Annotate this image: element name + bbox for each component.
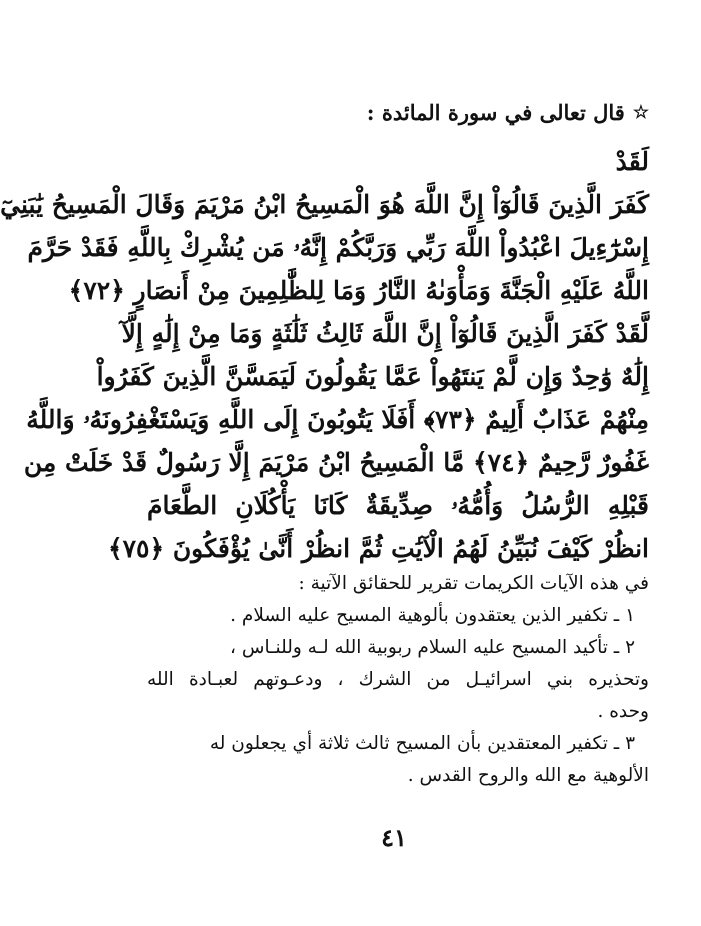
- verse-line: اللَّهُ عَلَيْهِ الْجَنَّةَ وَمَأْوَىٰهُ النَّارُ وَمَا لِلظَّٰلِمِينَ مِنْ أَنصَارٍ ﴿٧٢﴾: [68, 276, 649, 305]
- verse-line: لَّقَدْ كَفَرَ الَّذِينَ قَالُوٓاْ إِنَّ اللَّهَ ثَالِثُ ثَلَٰثَةٍ وَمَا مِنْ إِلَٰهٍ إِلَّآ: [121, 319, 649, 348]
- point-2-line-2: وتحذيره بني اسرائيـل من الشرك ، ودعـوتهم لعبـادة الله: [147, 669, 649, 690]
- point-2-line-3: وحده .: [597, 701, 649, 722]
- explanation-intro: في هذه الآيات الكريمات تقرير للحقائق الآتية :: [298, 573, 649, 594]
- quran-verses-block: [0, 140, 649, 570]
- verse-line: لَقَدْ: [615, 147, 649, 176]
- explanation-block: [147, 568, 649, 792]
- point-2-line-1: ٢ ـ تأكيد المسيح عليه السلام ربوبية الله لـه وللنـاس ،: [230, 637, 635, 658]
- verse-line: كَفَرَ الَّذِينَ قَالُوٓاْ إِنَّ اللَّهَ هُوَ الْمَسِيحُ ابْنُ مَرْيَمَ وَقَالَ الْمَسِيحُ يَٰبَنِيٓ: [0, 190, 649, 219]
- star-icon: ☆: [632, 102, 649, 123]
- verse-line: إِلَٰهٌ وَٰحِدٌ وَإِن لَّمْ يَنتَهُواْ عَمَّا يَقُولُونَ لَيَمَسَّنَّ الَّذِينَ كَفَرُواْ: [96, 362, 649, 391]
- point-1: ١ ـ تكفير الذين يعتقدون بألوهية المسيح عليه السلام .: [230, 605, 635, 626]
- verse-line: غَفُورٌ رَّحِيمٌ ﴿٧٤﴾ مَّا الْمَسِيحُ ابْنُ مَرْيَمَ إِلَّا رَسُولٌ قَدْ خَلَتْ مِن: [23, 448, 649, 477]
- heading-text: قال تعالى في سورة المائدة :: [366, 100, 625, 125]
- page-number: ٤١: [381, 823, 407, 852]
- point-3-line-1: ٣ ـ تكفير المعتقدين بأن المسيح ثالث ثلاثة أي يجعلون له: [209, 733, 635, 754]
- point-3-line-2: الألوهية مع الله والروح القدس .: [407, 765, 649, 786]
- verse-line: قَبْلِهِ الرُّسُلُ وَأُمُّهُۥ صِدِّيقَةٌ كَانَا يَأْكُلَانِ الطَّعَامَ: [147, 491, 649, 520]
- verse-line: إِسْرَٰٓءِيلَ اعْبُدُواْ اللَّهَ رَبِّي وَرَبَّكُمْ إِنَّهُۥ مَن يُشْرِكْ بِاللَّهِ فَقَدْ حَرَّمَ: [27, 233, 649, 262]
- verse-line: مِنْهُمْ عَذَابٌ أَلِيمٌ ﴿٧٣﴾ أَفَلَا يَتُوبُونَ إِلَى اللَّهِ وَيَسْتَغْفِرُونَهُۥ وَاللَّهُ: [26, 405, 649, 434]
- verse-line: انظُرْ كَيْفَ نُبَيِّنُ لَهُمُ الْآيَٰتِ ثُمَّ انظُرْ أَنَّىٰ يُؤْفَكُونَ ﴿٧٥﴾: [107, 534, 649, 563]
- section-heading: [147, 96, 649, 130]
